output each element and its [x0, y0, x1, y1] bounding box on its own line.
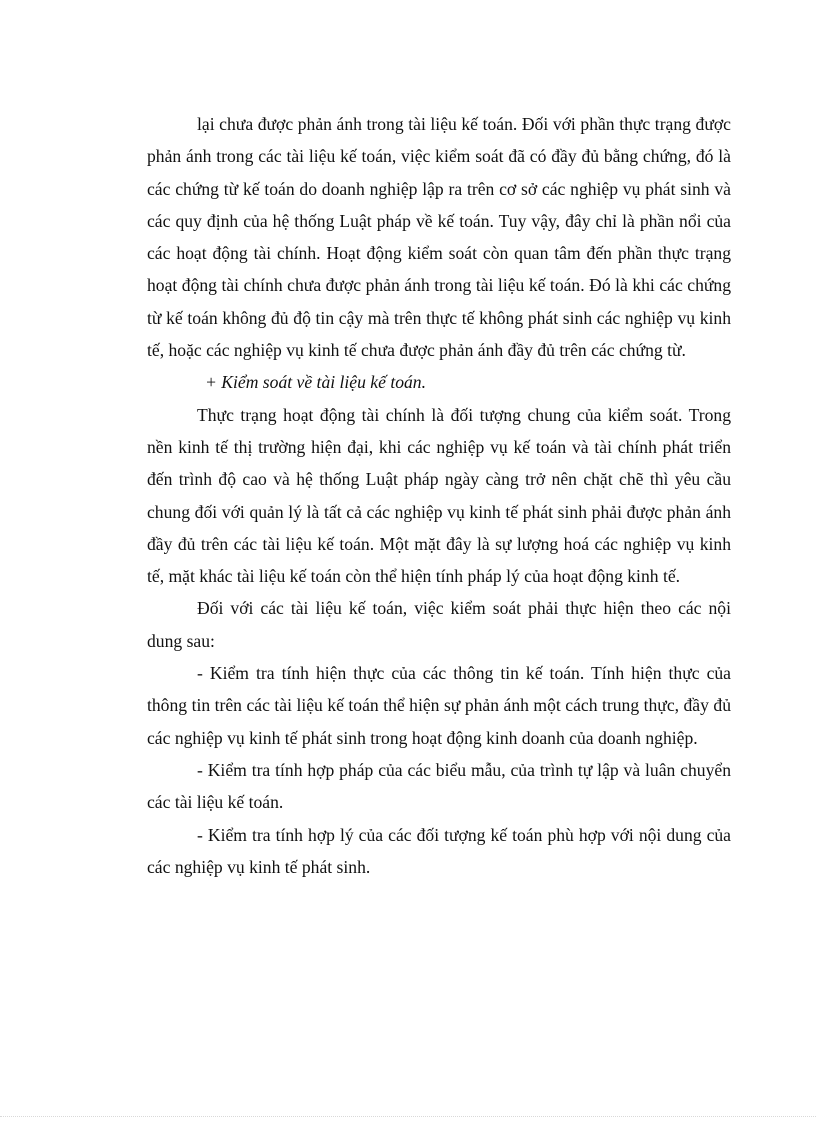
document-body — [147, 108, 731, 883]
list-item-reasonableness-check: - Kiểm tra tính hợp lý của các đối tượng kế toán phù hợp với nội dung của các nghiệp vụ kinh tế phát sinh. — [147, 824, 731, 877]
list-item-legality-check: - Kiểm tra tính hợp pháp của các biểu mẫu, của trình tự lập và luân chuyển các tài liệu kế toán. — [147, 759, 731, 813]
paragraph-control-scope: lại chưa được phản ánh trong tài liệu kế toán. Đối với phần thực trạng được phản ánh trong các tài liệu kế toán, việc kiểm soát đã có đầy đủ bằng chứng, đó là các chứng từ kế toán do doanh nghiệp lập ra trên cơ sở các nghiệp vụ phát sinh và các quy định của hệ thống Luật pháp về kế toán. Tuy vậy, đây chỉ là phần nổi của các hoạt động tài chính. Hoạt động kiểm soát còn quan tâm đến phần thực trạng hoạt động tài chính chưa được phản ánh trong tài liệu kế toán. Đó là khi các chứng từ kế toán không đủ độ tin cậy mà trên thực tế không phát sinh các nghiệp vụ kinh tế, hoặc các nghiệp vụ kinh tế chưa được phản ánh đầy đủ trên các chứng từ. — [147, 114, 731, 361]
list-item-reality-check: - Kiểm tra tính hiện thực của các thông tin kế toán. Tính hiện thực của thông tin trên các tài liệu kế toán thể hiện sự phản ánh một cách trung thực, đầy đủ các nghiệp vụ kinh tế phát sinh trong hoạt động kinh doanh của doanh nghiệp. — [147, 663, 731, 748]
paragraph-financial-status: Thực trạng hoạt động tài chính là đối tượng chung của kiểm soát. Trong nền kinh tế thị trường hiện đại, khi các nghiệp vụ kế toán và tài chính phát triển đến trình độ cao và hệ thống Luật pháp ngày càng trở nên chặt chẽ thì yêu cầu chung đối với quản lý là tất cả các nghiệp vụ kinh tế phát sinh phải được phản ánh đầy đủ trên các tài liệu kế toán. Một mặt đây là sự lượng hoá các nghiệp vụ kinh tế, mặt khác tài liệu kế toán còn thể hiện tính pháp lý của hoạt động kinh tế. — [147, 404, 731, 587]
section-heading-accounting-documents: + Kiểm soát về tài liệu kế toán. — [205, 372, 426, 393]
page-bottom-divider — [0, 1116, 816, 1117]
paragraph-control-contents: Đối với các tài liệu kế toán, việc kiểm soát phải thực hiện theo các nội dung sau: — [147, 598, 731, 651]
